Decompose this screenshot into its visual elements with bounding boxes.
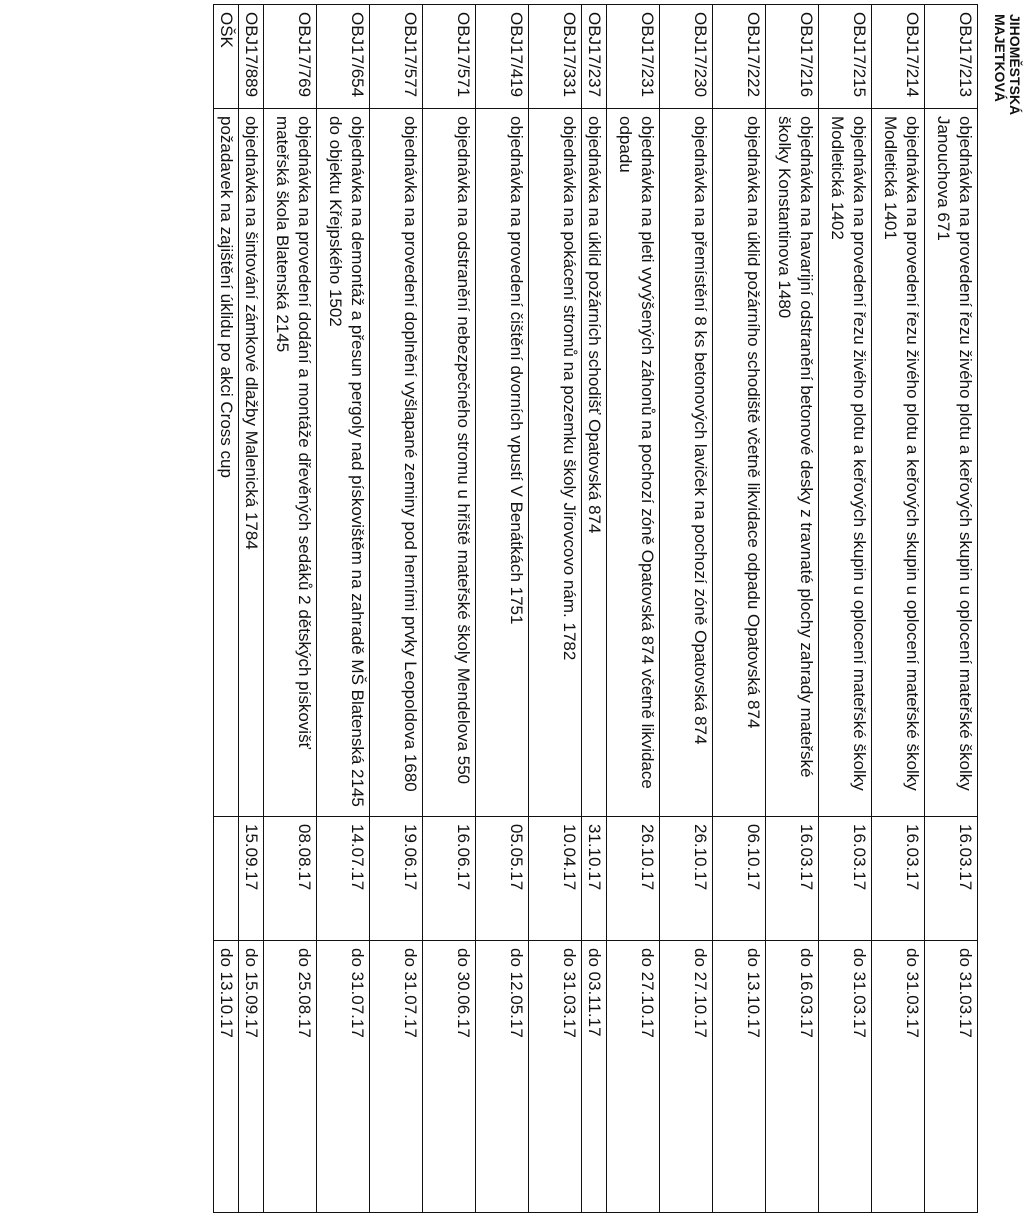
- table-row: [713, 5, 766, 1213]
- order-date-cell: 26.10.17: [660, 817, 713, 941]
- order-date-cell: 08.08.17: [264, 817, 317, 941]
- order-code-cell: OBJ17/571: [423, 5, 476, 109]
- order-date-cell: [214, 817, 239, 941]
- order-due-cell: do 03.11.17: [582, 941, 607, 1213]
- order-description-cell: objednávka na úklid požárního schodiště včetně likvidace odpadu Opatovská 874: [713, 109, 766, 817]
- table-row: [819, 5, 872, 1213]
- order-date-cell: 05.05.17: [476, 817, 529, 941]
- order-description-cell: objednávka na odstranění nebezpečného stromu u hřiště mateřské školy Mendelova 550: [423, 109, 476, 817]
- order-code-cell: OBJ17/419: [476, 5, 529, 109]
- order-due-cell: do 13.10.17: [713, 941, 766, 1213]
- table-row: [370, 5, 423, 1213]
- order-due-cell: do 12.05.17: [476, 941, 529, 1213]
- order-code-cell: OBJ17/215: [819, 5, 872, 109]
- order-code-cell: OBJ17/214: [872, 5, 925, 109]
- header-line-1: JIHOMĚSTSKÁ: [1007, 14, 1023, 116]
- order-due-cell: do 31.03.17: [925, 941, 978, 1213]
- order-description-cell: objednávka na úklid požárních schodišť Opatovská 874: [582, 109, 607, 817]
- order-code-cell: OBJ17/331: [529, 5, 582, 109]
- order-code-cell: OBJ17/237: [582, 5, 607, 109]
- order-description-cell: objednávka na šintování zámkové dlažby Malenická 1784: [239, 109, 264, 817]
- table-row: [476, 5, 529, 1213]
- order-date-cell: 06.10.17: [713, 817, 766, 941]
- table-row: [607, 5, 660, 1213]
- order-date-cell: 16.03.17: [819, 817, 872, 941]
- order-date-cell: 16.03.17: [925, 817, 978, 941]
- order-code-cell: OBJ17/654: [317, 5, 370, 109]
- order-code-cell: OBJ17/216: [766, 5, 819, 109]
- order-description-cell: objednávka na pleti vyvýšených záhonů na pochozí zóně Opatovská 874 včetně likvidace odpadu: [607, 109, 660, 817]
- order-code-cell: OBJ17/769: [264, 5, 317, 109]
- order-date-cell: 15.09.17: [239, 817, 264, 941]
- order-code-cell: OŠK: [214, 5, 239, 109]
- order-date-cell: 16.06.17: [423, 817, 476, 941]
- order-due-cell: do 25.08.17: [264, 941, 317, 1213]
- order-due-cell: do 27.10.17: [660, 941, 713, 1213]
- order-due-cell: do 31.03.17: [819, 941, 872, 1213]
- table-row: [872, 5, 925, 1213]
- order-description-cell: objednávka na přemístění 8 ks betonových laviček na pochozí zóně Opatovská 874: [660, 109, 713, 817]
- order-date-cell: 16.03.17: [766, 817, 819, 941]
- order-date-cell: 16.03.17: [872, 817, 925, 941]
- table-row: [925, 5, 978, 1213]
- document-header: [992, 14, 1023, 116]
- order-code-cell: OBJ17/230: [660, 5, 713, 109]
- order-description-cell: objednávka na provedení dodání a montáže dřevěných sedáků 2 dětských pískovišť mateřská škola Blatenská 2145: [264, 109, 317, 817]
- order-description-cell: objednávka na demontáž a přesun pergoly nad pískovištěm na zahradě MŠ Blatenská 2145 do objektu Křejpského 1502: [317, 109, 370, 817]
- order-description-cell: objednávka na pokácení stromů na pozemku školy Jírovcovo nám. 1782: [529, 109, 582, 817]
- table-row: [423, 5, 476, 1213]
- order-due-cell: do 31.07.17: [370, 941, 423, 1213]
- header-line-2: MAJETKOVÁ: [992, 14, 1008, 102]
- table-row: [239, 5, 264, 1213]
- order-due-cell: do 27.10.17: [607, 941, 660, 1213]
- order-code-cell: OBJ17/889: [239, 5, 264, 109]
- order-due-cell: do 31.07.17: [317, 941, 370, 1213]
- order-due-cell: do 31.03.17: [872, 941, 925, 1213]
- order-due-cell: do 31.03.17: [529, 941, 582, 1213]
- order-due-cell: do 13.10.17: [214, 941, 239, 1213]
- table-row: [317, 5, 370, 1213]
- order-code-cell: OBJ17/213: [925, 5, 978, 109]
- order-description-cell: objednávka na provedení doplnění vyšlapané zeminy pod herními prvky Leopoldova 1680: [370, 109, 423, 817]
- table-row: [766, 5, 819, 1213]
- orders-table: [213, 4, 978, 1213]
- order-due-cell: do 16.03.17: [766, 941, 819, 1213]
- order-description-cell: objednávka na havarijní odstranění betonové desky z travnaté plochy zahrady mateřské školky Konstantinova 1480: [766, 109, 819, 817]
- order-due-cell: do 30.06.17: [423, 941, 476, 1213]
- order-date-cell: 26.10.17: [607, 817, 660, 941]
- table-row: [529, 5, 582, 1213]
- order-date-cell: 31.10.17: [582, 817, 607, 941]
- order-description-cell: požadavek na zajištění úklidu po akci Cross cup: [214, 109, 239, 817]
- table-row: [660, 5, 713, 1213]
- order-date-cell: 10.04.17: [529, 817, 582, 941]
- order-due-cell: do 15.09.17: [239, 941, 264, 1213]
- order-date-cell: 14.07.17: [317, 817, 370, 941]
- order-description-cell: objednávka na provedení řezu živého plotu a keřových skupin u oplocení mateřské školky Modletická 1401: [872, 109, 925, 817]
- table-row: [582, 5, 607, 1213]
- order-description-cell: objednávka na provedení řezu živého plotu a keřových skupin u oplocení mateřské školky Janouchova 671: [925, 109, 978, 817]
- table-row: [214, 5, 239, 1213]
- order-code-cell: OBJ17/231: [607, 5, 660, 109]
- order-code-cell: OBJ17/577: [370, 5, 423, 109]
- order-code-cell: OBJ17/222: [713, 5, 766, 109]
- order-date-cell: 19.06.17: [370, 817, 423, 941]
- order-description-cell: objednávka na provedení čištění dvorních vpustí V Benátkách 1751: [476, 109, 529, 817]
- table-row: [264, 5, 317, 1213]
- order-description-cell: objednávka na provedení řezu živého plotu a keřových skupin u oplocení mateřské školky Modletická 1402: [819, 109, 872, 817]
